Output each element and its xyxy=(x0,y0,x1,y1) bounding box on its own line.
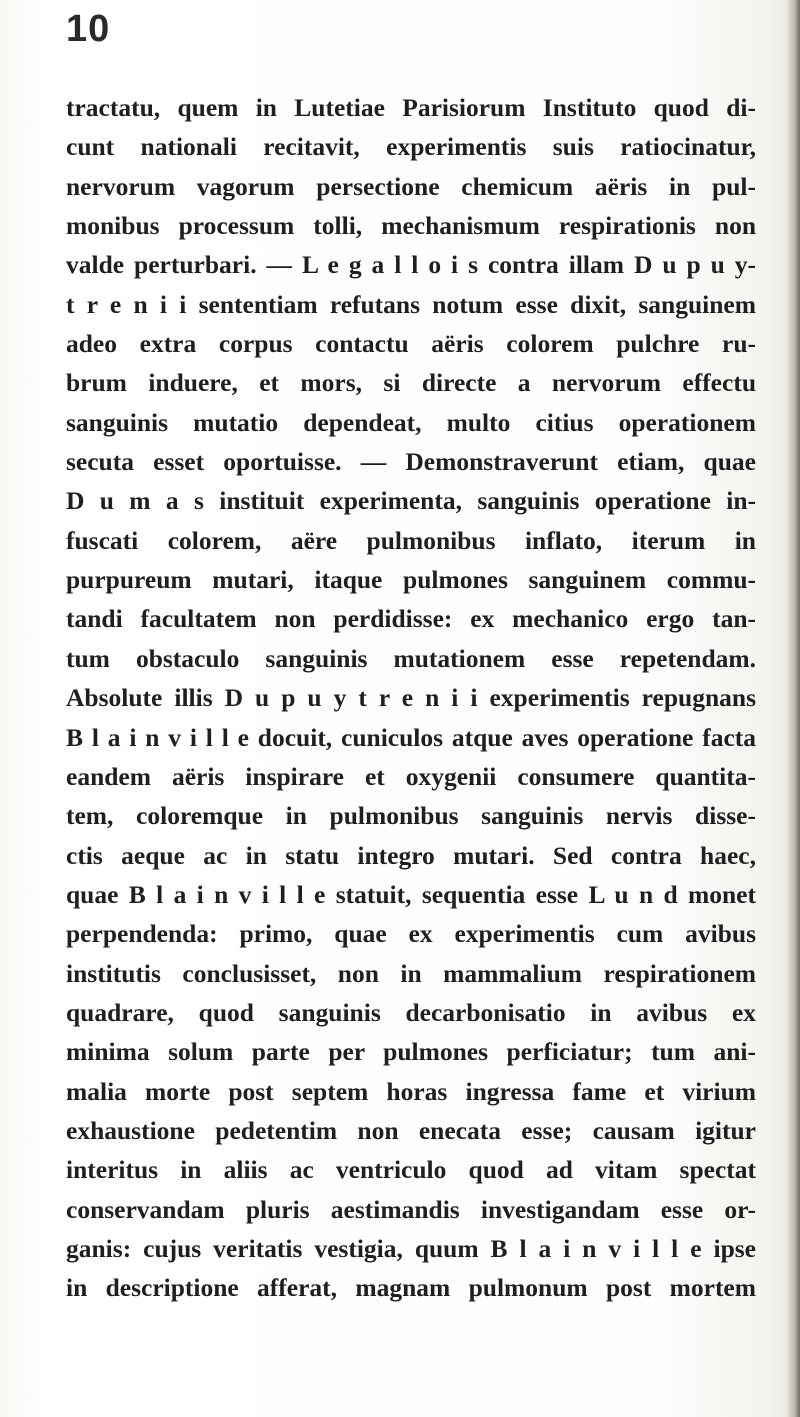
text-line: tandi facultatem non perdidisse: ex mechanico ergo tan- xyxy=(66,604,756,634)
text-line: cunt nationali recitavit, experimentis suis ratiocinatur, xyxy=(66,132,756,162)
text-line: perpendenda: primo, quae ex experimentis cum avibus xyxy=(66,919,756,949)
text-line: nervorum vagorum persectione chemicum aëris in pul- xyxy=(66,171,756,201)
text-line: fuscati colorem, aëre pulmonibus inflato, iterum in xyxy=(66,525,756,555)
text-line: ganis: cujus veritatis vestigia, quum B l a i n v i l l e ipse xyxy=(66,1233,756,1263)
text-line: exhaustione pedetentim non enecata esse; causam igitur xyxy=(66,1115,756,1145)
text-line: conservandam pluris aestimandis investigandam esse or- xyxy=(66,1194,756,1224)
text-line: quadrare, quod sanguinis decarbonisatio in avibus ex xyxy=(66,997,756,1027)
text-line: purpureum mutari, itaque pulmones sanguinem commu- xyxy=(66,565,756,595)
text-line: eandem aëris inspirare et oxygenii consumere quantita- xyxy=(66,761,756,791)
text-line: institutis conclusisset, non in mammalium respirationem xyxy=(66,958,756,988)
text-line: tem, coloremque in pulmonibus sanguinis nervis disse- xyxy=(66,801,756,831)
text-line: tum obstaculo sanguinis mutationem esse repetendam. xyxy=(66,643,756,673)
text-line: monibus processum tolli, mechanismum respirationis non xyxy=(66,211,756,241)
text-line: ctis aeque ac in statu integro mutari. Sed contra haec, xyxy=(66,840,756,870)
text-line: B l a i n v i l l e docuit, cuniculos atque aves operatione facta xyxy=(66,722,756,752)
text-line: secuta esset oportuisse. — Demonstraverunt etiam, quae xyxy=(66,447,756,477)
text-line: Absolute illis D u p u y t r e n i i experimentis repugnans xyxy=(66,683,756,713)
page-edge-shadow xyxy=(786,0,800,1417)
text-line: tractatu, quem in Lutetiae Parisiorum Instituto quod di- xyxy=(66,93,756,122)
page-number: 10 xyxy=(66,8,111,50)
text-line: brum induere, et mors, si directe a nervorum effectu xyxy=(66,368,756,398)
text-line: minima solum parte per pulmones perficiatur; tum ani- xyxy=(66,1037,756,1067)
body-text xyxy=(66,88,756,1308)
text-line: valde perturbari. — L e g a l l o i s contra illam D u p u y- xyxy=(66,250,756,280)
text-line: adeo extra corpus contactu aëris colorem pulchre ru- xyxy=(66,329,756,359)
text-line: t r e n i i sententiam refutans notum esse dixit, sanguinem xyxy=(66,289,756,319)
text-line: interitus in aliis ac ventriculo quod ad vitam spectat xyxy=(66,1155,756,1185)
text-line: sanguinis mutatio dependeat, multo citius operationem xyxy=(66,407,756,437)
text-line: quae B l a i n v i l l e statuit, sequentia esse L u n d monet xyxy=(66,879,756,909)
text-line: D u m a s instituit experimenta, sanguinis operatione in- xyxy=(66,486,756,516)
text-line: malia morte post septem horas ingressa fame et virium xyxy=(66,1076,756,1106)
text-line: in descriptione afferat, magnam pulmonum post mortem xyxy=(66,1273,756,1303)
